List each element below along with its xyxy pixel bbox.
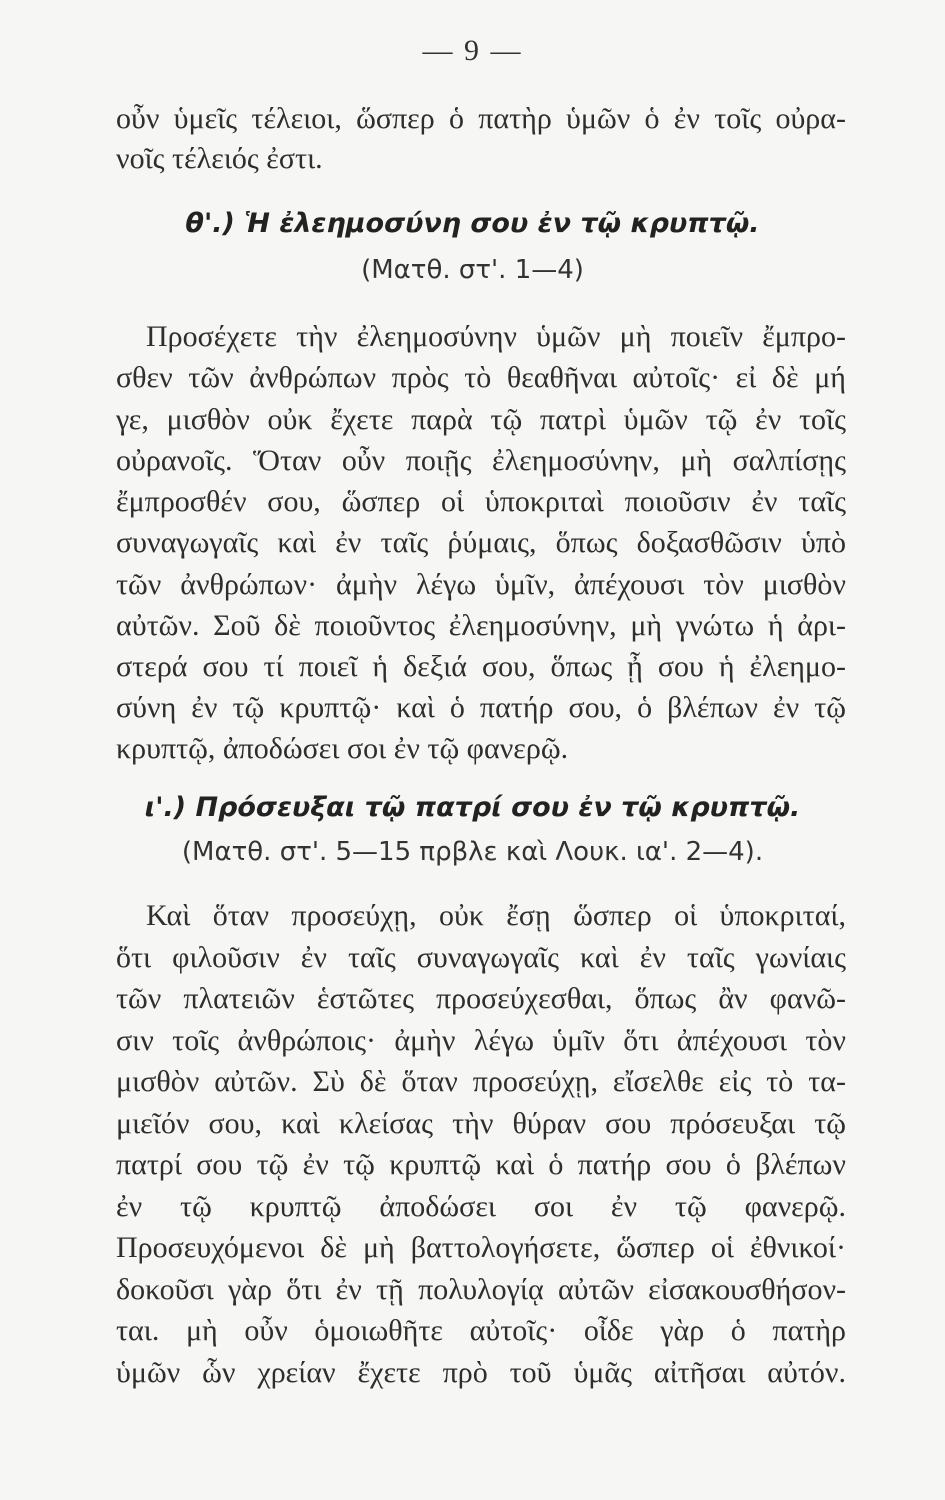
text-line: Καὶ ὅταν προσεύχῃ, οὐκ ἔσῃ ὥσπερ οἱ ὑποκριταί,	[146, 899, 846, 932]
text-line: τῶν πλατειῶν ἑστῶτες προσεύχεσθαι, ὅπως ἂν φανῶ-	[116, 982, 846, 1015]
text-line: στερά σου τί ποιεῖ ἡ δεξιά σου, ὅπως ᾖ σου ἡ ἐλεημο-	[116, 650, 846, 683]
text-line: συναγωγαῖς καὶ ἐν ταῖς ῥύμαις, ὅπως δοξασθῶσιν ὑπὸ	[116, 526, 846, 559]
text-line: σιν τοῖς ἀνθρώποις· ἀμὴν λέγω ὑμῖν ὅτι ἀπέχουσι τὸν	[116, 1024, 846, 1057]
text-line: αὐτῶν. Σοῦ δὲ ποιοῦντος ἐλεημοσύνην, μὴ γνώτω ἡ ἀρι-	[116, 609, 846, 642]
text-line: τῶν ἀνθρώπων· ἀμὴν λέγω ὑμῖν, ἀπέχουσι τὸν μισθὸν	[116, 568, 846, 601]
section-reference: (Ματθ. στ'. 5—15 πρβλε καὶ Λουκ. ια'. 2—4).	[181, 837, 764, 867]
text-line: ἔμπροσθέν σου, ὥσπερ οἱ ὑποκριταὶ ποιοῦσιν ἐν ταῖς	[116, 485, 846, 518]
text-line: πατρί σου τῷ ἐν τῷ κρυπτῷ καὶ ὁ πατήρ σου ὁ βλέπων	[116, 1148, 846, 1181]
text-line: οὐρανοῖς. Ὅταν οὖν ποιῇς ἐλεημοσύνην, μὴ σαλπίσῃς	[116, 444, 846, 477]
text-line: κρυπτῷ, ἀποδώσει σοι ἐν τῷ φανερῷ.	[116, 732, 569, 765]
text-line: μιεῖόν σου, καὶ κλείσας τὴν θύραν σου πρόσευξαι τῷ	[116, 1107, 846, 1140]
text-line: σθεν τῶν ἀνθρώπων πρὸς τὸ θεαθῆναι αὐτοῖς· εἰ δὲ μή	[116, 361, 846, 394]
text-line: νοῖς τέλειός ἐστι.	[116, 142, 323, 175]
text-line: ὅτι φιλοῦσιν ἐν ταῖς συναγωγαῖς καὶ ἐν ταῖς γωνίαις	[116, 941, 846, 974]
text-line: σύνη ἐν τῷ κρυπτῷ· καὶ ὁ πατήρ σου, ὁ βλέπων ἐν τῷ	[116, 691, 846, 724]
text-line: γε, μισθὸν οὐκ ἔχετε παρὰ τῷ πατρὶ ὑμῶν τῷ ἐν τοῖς	[116, 403, 846, 436]
text-line: Προσέχετε τὴν ἐλεημοσύνην ὑμῶν μὴ ποιεῖν ἔμπρο-	[146, 320, 846, 353]
section-reference: (Ματθ. στ'. 1—4)	[361, 255, 584, 285]
text-line: ὑμῶν ὧν χρείαν ἔχετε πρὸ τοῦ ὑμᾶς αἰτῆσαι αὐτόν.	[116, 1356, 846, 1389]
text-line: δοκοῦσι γὰρ ὅτι ἐν τῇ πολυλογίᾳ αὐτῶν εἰσακουσθήσον-	[116, 1273, 846, 1306]
section-heading: θ'.) Ἡ ἐλεημοσύνη σου ἐν τῷ κρυπτῷ.	[185, 208, 760, 239]
section-heading: ι'.) Πρόσευξαι τῷ πατρί σου ἐν τῷ κρυπτῷ.	[144, 792, 801, 823]
text-line: μισθὸν αὐτῶν. Σὺ δὲ ὅταν προσεύχῃ, εἴσελθε εἰς τὸ τα-	[116, 1065, 846, 1098]
text-line: ἐν τῷ κρυπτῷ ἀποδώσει σοι ἐν τῷ φανερῷ.	[116, 1190, 846, 1223]
text-line: ται. μὴ οὖν ὁμοιωθῆτε αὐτοῖς· οἶδε γὰρ ὁ πατὴρ	[116, 1314, 846, 1347]
text-line: Προσευχόμενοι δὲ μὴ βαττολογήσετε, ὥσπερ οἱ ἐθνικοί·	[116, 1231, 846, 1264]
text-line: οὖν ὑμεῖς τέλειοι, ὥσπερ ὁ πατὴρ ὑμῶν ὁ ἐν τοῖς οὐρα-	[116, 102, 846, 135]
page-number: — 9 —	[422, 34, 523, 67]
